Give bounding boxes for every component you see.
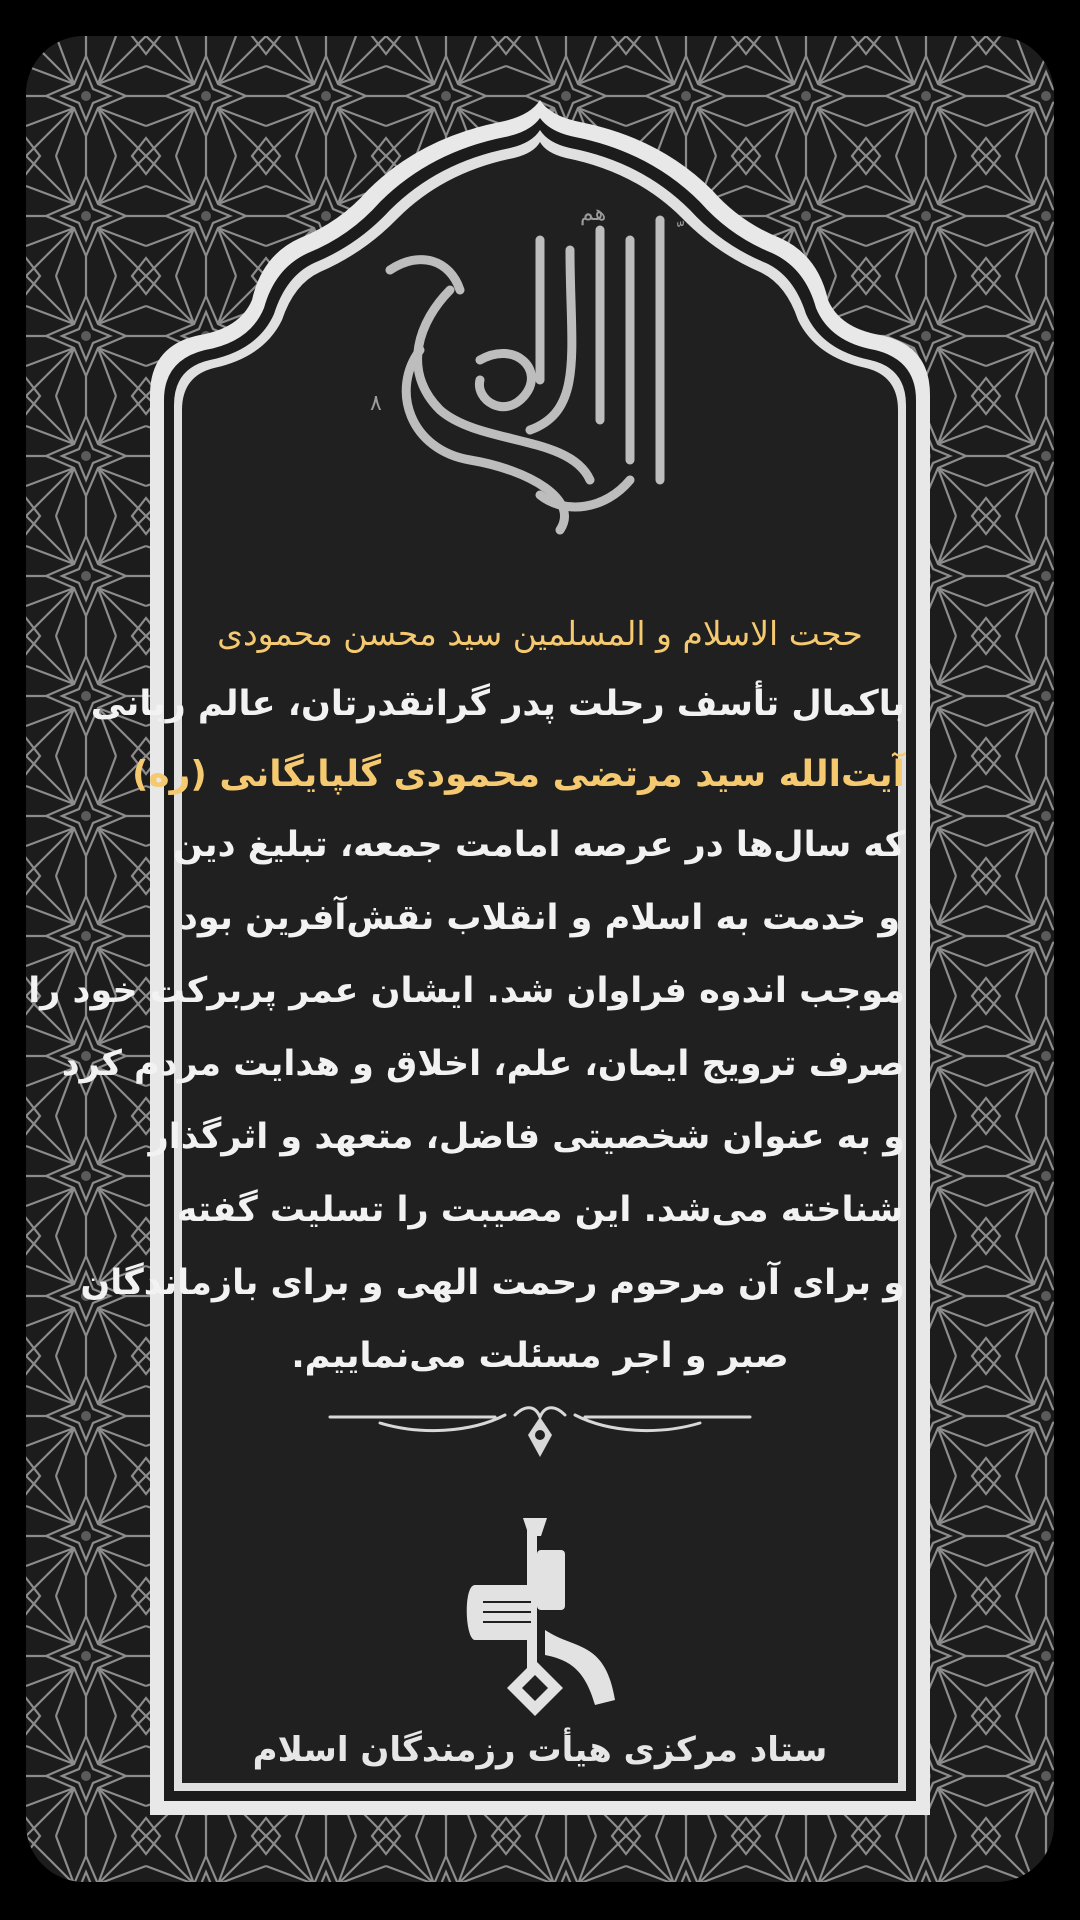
message-line-8: شناخته می‌شد. این مصیبت را تسلیت گفته [176, 1190, 904, 1230]
svg-text:هم: هم [580, 201, 607, 226]
message-line-4: و خدمت به اسلام و انقلاب نقش‌آفرین بود [179, 898, 901, 938]
organization-name: ستاد مرکزی هیأت رزمندگان اسلام [252, 1730, 828, 1770]
svg-text:ّ [677, 220, 684, 227]
message-line-5: موجب اندوه فراوان شد. ایشان عمر پربرکت خود را [28, 971, 905, 1011]
recipient-honorific: حجت الاسلام و المسلمین سید محسن محمودی [217, 614, 863, 653]
organization-logo [455, 1510, 625, 1720]
message-line-9: و برای آن مرحوم رحمت الهی و برای بازماندگان [80, 1263, 905, 1303]
calligraphy-text: إنا لله وإنا إليه راجعون [540, 380, 550, 381]
message-line-6: صرف ترویج ایمان، علم، اخلاق و هدایت مردم کرد [61, 1044, 905, 1084]
message-line-10: صبر و اجر مسئلت می‌نماییم. [291, 1336, 789, 1376]
svg-text:۸: ۸ [370, 391, 382, 416]
message-line-3: که سال‌ها در عرصه امامت جمعه، تبلیغ دین [172, 825, 905, 865]
message-line-1: باکمال تأسف رحلت پدر گرانقدرتان، عالم ربانی [90, 684, 905, 724]
condolence-message [28, 600, 905, 1393]
organization-name-wrap [240, 1730, 840, 1893]
calligraphy-emblem [330, 180, 750, 560]
deceased-name: آیت‌الله سید مرتضی محمودی گلپایگانی (ره) [131, 754, 905, 795]
message-line-7: و به عنوان شخصیتی فاضل، متعهد و اثرگذار [148, 1117, 905, 1157]
divider-ornament [320, 1395, 760, 1465]
